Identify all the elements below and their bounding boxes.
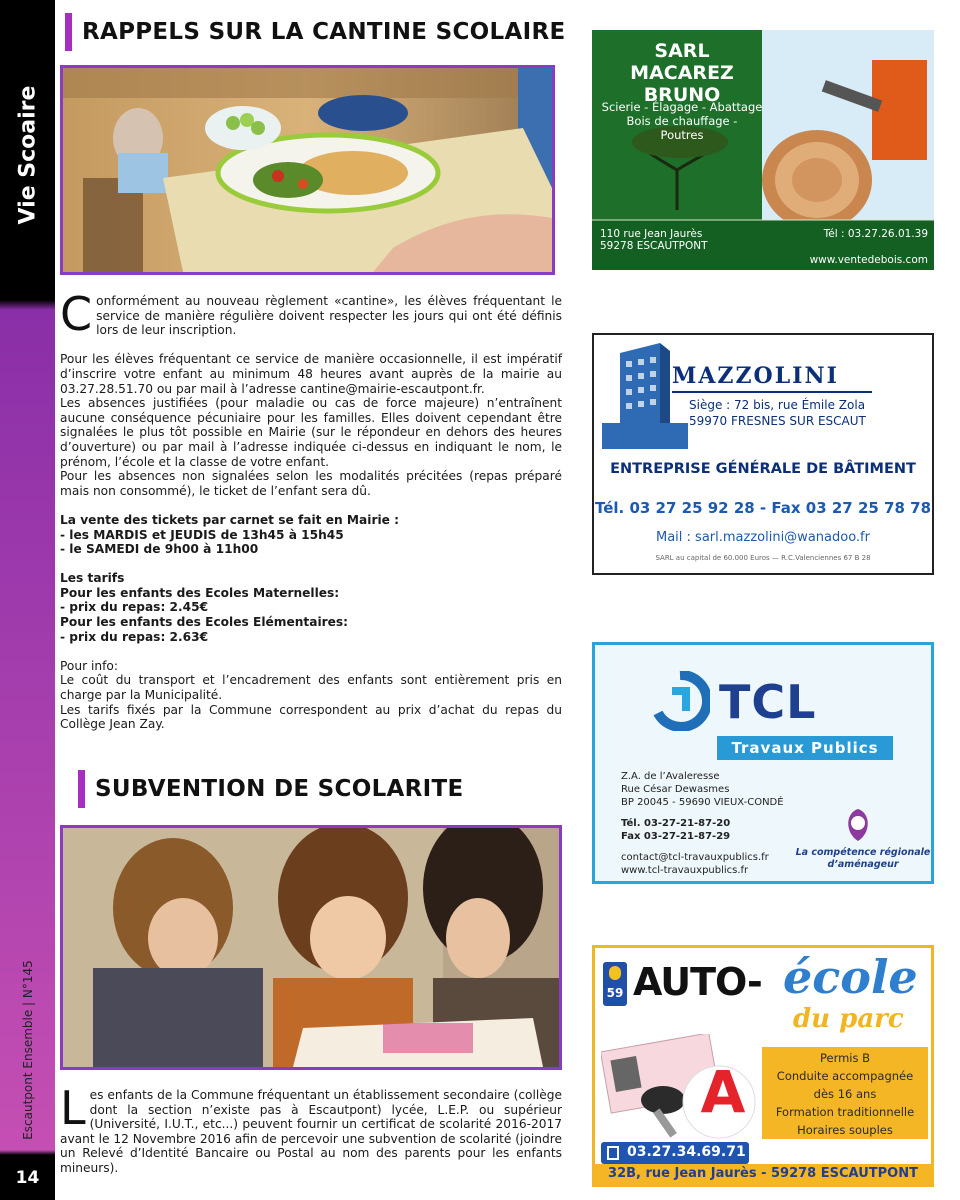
info-1: Le coût du transport et l’encadrement des enfants sont entièrement pris en charge par la Municipalité. <box>60 673 562 703</box>
plate-badge <box>603 962 627 1006</box>
tcl-fax: Fax 03-27-21-87-29 <box>621 831 731 842</box>
cantine-para-4: Pour les absences non signalées selon les modalités précitées (repas préparé mais non consommé), le ticket de l’enfant sera dû. <box>60 469 562 498</box>
offer-2: Conduite accompagnée <box>776 1069 914 1083</box>
students-photo <box>60 825 562 1070</box>
tcl-logo-icon <box>650 671 710 731</box>
sale-title: La vente des tickets par carnet se fait en Mairie : <box>60 512 400 527</box>
mazzolini-tagline: ENTREPRISE GÉNÉRALE DE BÂTIMENT <box>610 461 916 477</box>
macarez-address-2: 59278 ESCAUTPONT <box>600 240 708 252</box>
tcl-slogan-1: La compétence régionale <box>795 847 931 858</box>
tcl-addr-3: BP 20045 - 59690 VIEUX-CONDÉ <box>621 797 784 808</box>
plate-emblem-icon <box>609 966 621 980</box>
ad-tcl <box>592 642 934 884</box>
tarif-2-label: Pour les enfants des Ecoles Elémentaires: <box>60 615 349 630</box>
subvention-para <box>60 1081 562 1176</box>
phone-box <box>601 1142 749 1164</box>
offer-5: Horaires souples <box>797 1123 893 1137</box>
ad-auto-ecole <box>592 945 934 1187</box>
phone-icon <box>607 1146 619 1160</box>
tcl-email: contact@tcl-travauxpublics.fr <box>621 852 769 863</box>
region-logo-icon <box>843 807 873 843</box>
cantine-article <box>60 287 562 732</box>
subvention-title: SUBVENTION DE SCOLARITE <box>95 776 464 802</box>
subvention-text: es enfants de la Commune fréquentant un établissement secondaire (collège dont la section n’existe pas à Escautpont) lycée, L.E.P. ou supérieur (Université, I.U.T., etc...) peuvent fournir un certificat de scolarité 2016-2017 avant le 12 Novembre 2016 afin de percevoir une subvention de scolarité (joindre un Relevé d’Identité Bancaire ou Postal au nom des parents pour les enfants mineurs). <box>60 1088 562 1175</box>
macarez-name-1: SARL MACAREZ <box>630 40 734 84</box>
macarez-phone: Tél : 03.27.26.01.39 <box>823 228 928 240</box>
macarez-website: www.ventedebois.com <box>809 254 928 266</box>
mazzolini-phones: Tél. 03 27 25 92 28 - Fax 03 27 25 78 78 <box>594 499 932 517</box>
ad-macarez <box>592 30 934 270</box>
issue-label <box>0 950 55 1150</box>
macarez-services-1: Scierie - Élagage - Abattage <box>601 100 763 114</box>
auto-ecole-address: 32B, rue Jean Jaurès - 59278 ESCAUTPONT <box>608 1166 918 1181</box>
tcl-name: TCL <box>719 675 817 729</box>
mazzolini-mail: Mail : sarl.mazzolini@wanadoo.fr <box>656 530 870 545</box>
offer-4: Formation traditionnelle <box>775 1105 915 1119</box>
section-label <box>0 70 55 240</box>
tarif-1-label: Pour les enfants des Ecoles Maternelles: <box>60 585 340 600</box>
cantine-photo <box>60 65 555 275</box>
tcl-subtitle: Travaux Publics <box>717 736 893 760</box>
issue-label-text: Escautpont Ensemble | N°145 <box>20 960 35 1140</box>
offer-1: Permis B <box>819 1051 871 1065</box>
mazzolini-address-1: Siège : 72 bis, rue Émile Zola <box>689 398 866 412</box>
students-photo-art <box>63 828 559 1067</box>
name-underline <box>672 391 872 393</box>
macarez-services-3: Poutres <box>660 128 704 142</box>
cantine-intro <box>60 287 562 341</box>
page-number: 14 <box>0 1155 55 1200</box>
cantine-heading <box>65 13 565 51</box>
tcl-slogan-2: d’aménageur <box>827 859 899 870</box>
cantine-para-3: Les absences justifiées (pour maladie ou cas de force majeure) n’entraînent aucune conséquence pécuniaire pour les familles. Elles doivent cependant être signalées le plus tôt possible en Mairie (sur le répondeur en dehors des heures d’ouverture) ou par mail à l’adresse indiquée ci-dessus en indiquant le nom, le prénom, l’école et la classe de votre enfant. <box>60 396 562 469</box>
cantine-title: RAPPELS SUR LA CANTINE SCOLAIRE <box>82 19 566 45</box>
subvention-heading <box>78 770 464 808</box>
tarif-1-price: - prix du repas: 2.45€ <box>60 600 209 615</box>
subvention-article <box>60 1081 562 1176</box>
macarez-address-1: 110 rue Jean Jaurès <box>600 228 703 240</box>
address-bar <box>595 1164 931 1184</box>
building-icon <box>600 343 690 453</box>
offer-3: dès 16 ans <box>813 1087 877 1101</box>
dropcap: L <box>60 1081 86 1135</box>
cantine-para-2: Pour les élèves fréquentant ce service de manière occasionnelle, il est impératif d’inscrire votre enfant au minimum 48 heures avant auprès de la mairie au 03.27.28.51.70 ou par mail à l’adresse cantine@mairie-escautpont.fr. <box>60 352 562 396</box>
heading-accent-bar <box>65 13 72 51</box>
parc-word: du parc <box>793 1004 904 1034</box>
cantine-para-1: onformément au nouveau règlement «cantine», les élèves fréquentant le service de manière régulière doivent respecter les jours qui ont été définis lors de leur inscription. <box>96 294 562 338</box>
dropcap: C <box>60 287 93 341</box>
tcl-web: www.tcl-travauxpublics.fr <box>621 865 749 876</box>
a-sign-letter: A <box>700 1058 746 1126</box>
tcl-addr-2: Rue César Dewasmes <box>621 784 730 795</box>
macarez-name-2: BRUNO <box>643 84 721 106</box>
ad-mazzolini <box>592 333 934 575</box>
sale-line-2: - le SAMEDI de 9h00 à 11h00 <box>60 542 259 557</box>
macarez-services-2: Bois de chauffage - <box>626 114 738 128</box>
mazzolini-legal: SARL au capital de 60.000 Euros — R.C.Valenciennes 67 B 28 <box>655 554 871 562</box>
heading-accent-bar <box>78 770 85 808</box>
section-label-text: Vie Scoaire <box>15 85 40 225</box>
mazzolini-name: MAZZOLINI <box>672 363 839 389</box>
offers-box <box>762 1047 928 1139</box>
cantine-photo-art <box>63 68 552 272</box>
plate-dept: 59 <box>606 986 624 1000</box>
info-2: Les tarifs fixés par la Commune correspondent au prix d’achat du repas du Collège Jean Zay. <box>60 702 562 732</box>
tarif-2-price: - prix du repas: 2.63€ <box>60 629 209 644</box>
tcl-tel: Tél. 03-27-21-87-20 <box>621 818 731 829</box>
auto-ecole-phone: 03.27.34.69.71 <box>627 1144 746 1160</box>
tarifs-title: Les tarifs <box>60 571 125 586</box>
info-title: Pour info: <box>60 658 118 673</box>
mazzolini-address-2: 59970 FRESNES SUR ESCAUT <box>689 414 866 428</box>
ecole-word: école <box>783 950 918 1004</box>
auto-word: AUTO- <box>633 960 762 1004</box>
tcl-addr-1: Z.A. de l’Avaleresse <box>621 771 720 782</box>
sale-line-1: - les MARDIS et JEUDIS de 13h45 à 15h45 <box>60 527 344 542</box>
